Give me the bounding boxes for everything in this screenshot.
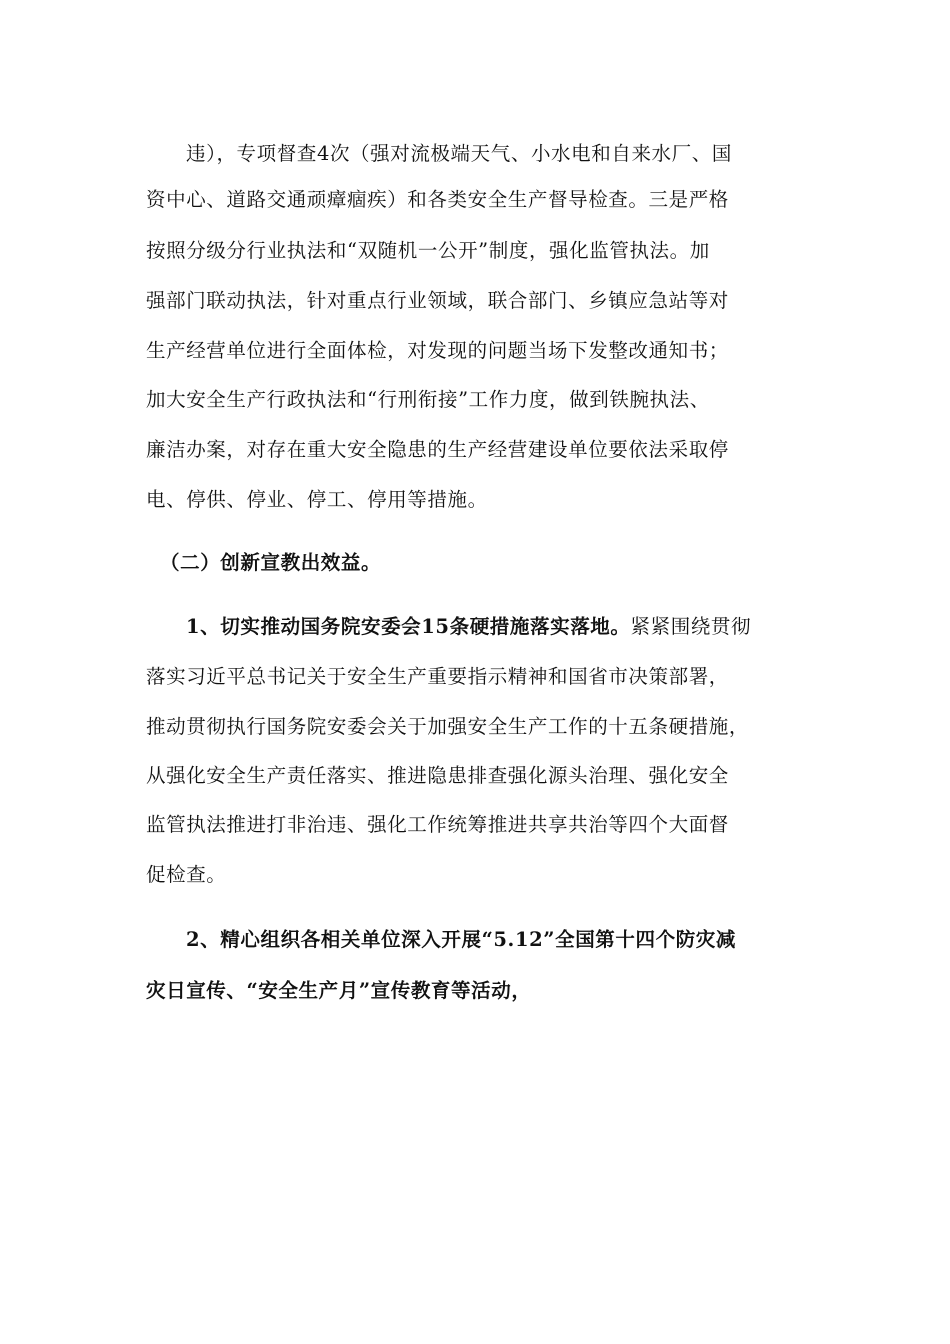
text-line-content: 促检查。 [146, 863, 227, 886]
text-line [0, 430, 950, 470]
item-1-heading-bold: 1、切实推动国务院安委会15条硬措施落实落地。 [186, 615, 631, 638]
section-heading [0, 543, 950, 583]
section-heading-text: （二）创新宣教出效益。 [160, 551, 382, 574]
item-2-heading-cont: 灾日宣传、“安全生产月”宣传教育等活动， [146, 979, 532, 1002]
text-line-content: 加大安全生产行政执法和“行刑衔接”工作力度，做到铁腕执法、 [146, 388, 710, 411]
text-line [0, 331, 950, 371]
text-line [0, 756, 950, 796]
text-line-content: 生产经营单位进行全面体检，对发现的问题当场下发整改通知书； [146, 339, 729, 362]
text-line [0, 805, 950, 845]
text-line-content: 落实习近平总书记关于安全生产重要指示精神和国省市决策部署， [146, 665, 729, 688]
text-line [0, 657, 950, 697]
text-line [0, 231, 950, 271]
text-line-content: 按照分级分行业执法和“双随机一公开”制度，强化监管执法。加 [146, 239, 710, 262]
text-line [0, 855, 950, 895]
text-line [0, 480, 950, 520]
item-1-first-line [0, 607, 950, 647]
text-line-content: 电、停供、停业、停工、停用等措施。 [146, 488, 488, 511]
item-1-first-line-rest: 紧紧围绕贯彻 [630, 615, 752, 638]
text-line-content: 从强化安全生产责任落实、推进隐患排查强化源头治理、强化安全 [146, 764, 729, 787]
item-2-line [0, 971, 950, 1011]
text-line [0, 281, 950, 321]
text-line-content: 廉洁办案，对存在重大安全隐患的生产经营建设单位要依法采取停 [146, 438, 729, 461]
text-line-content: 监管执法推进打非治违、强化工作统筹推进共享共治等四个大面督 [146, 813, 729, 836]
text-line-content: 违），专项督查4次（强对流极端天气、小水电和自来水厂、国 [186, 142, 732, 165]
text-line [0, 380, 950, 420]
text-line-content: 资中心、道路交通顽瘴痼疾）和各类安全生产督导检查。三是严格 [146, 188, 729, 211]
item-1-heading [186, 607, 751, 647]
text-line-content: 强部门联动执法，针对重点行业领域，联合部门、乡镇应急站等对 [146, 289, 729, 312]
text-line-content: 推动贯彻执行国务院安委会关于加强安全生产工作的十五条硬措施， [146, 715, 750, 738]
text-line [0, 134, 950, 174]
text-line [0, 707, 950, 747]
item-2-heading: 2、精心组织各相关单位深入开展“5.12”全国第十四个防灾减 [186, 928, 736, 951]
item-2-line [0, 920, 950, 960]
text-line [0, 180, 950, 220]
